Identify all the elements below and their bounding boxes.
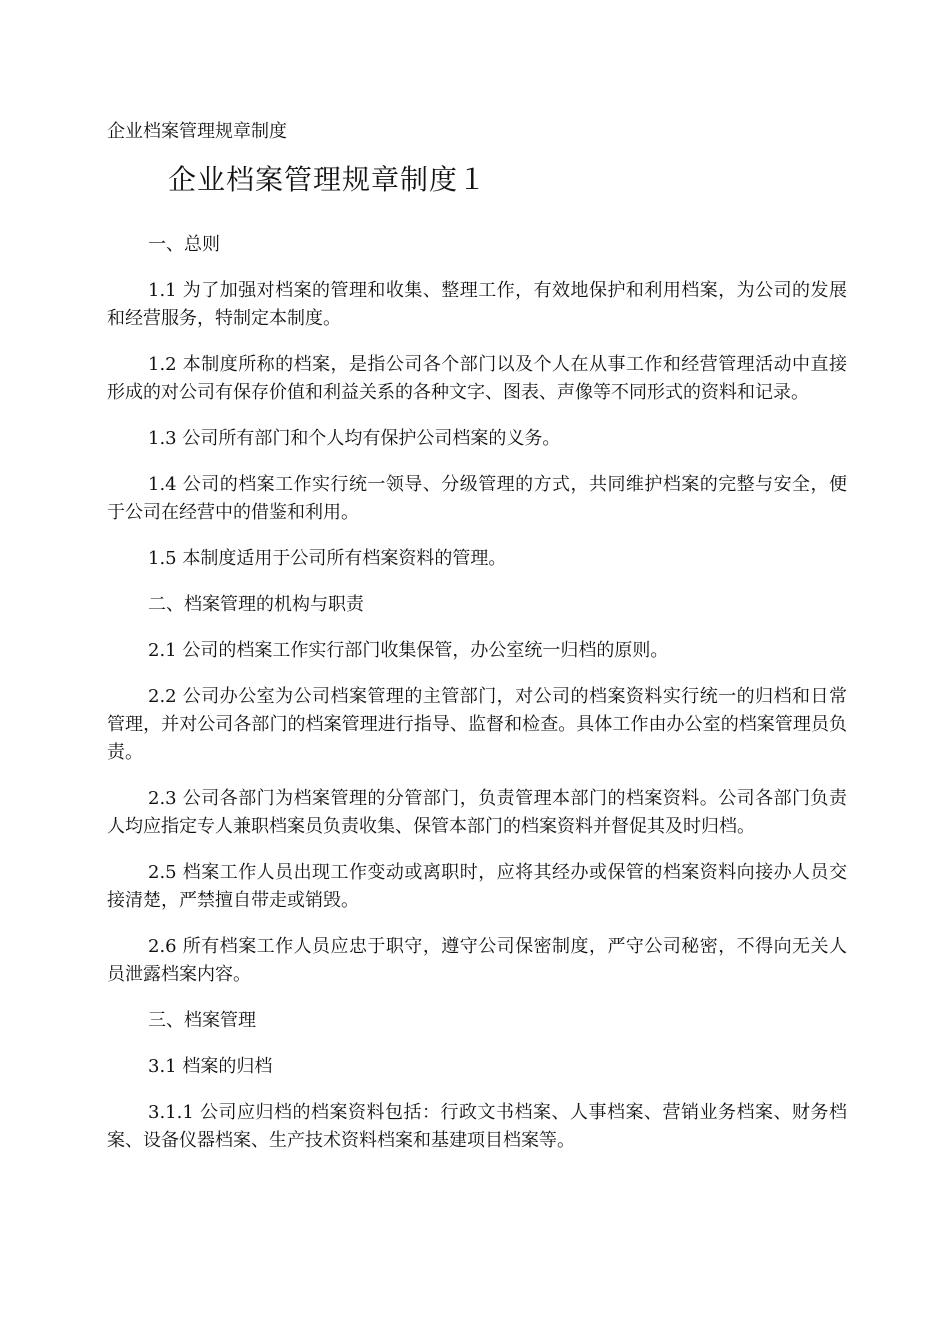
clause-2-5: 2.5 档案工作人员出现工作变动或离职时，应将其经办或保管的档案资料向接办人员交接清楚，严禁擅自带走或销毁。 bbox=[107, 862, 847, 911]
clause-1-1: 1.1 为了加强对档案的管理和收集、整理工作，有效地保护和利用档案，为公司的发展和经营服务，特制定本制度。 bbox=[107, 280, 847, 329]
clause-1-3: 1.3 公司所有部门和个人均有保护公司档案的义务。 bbox=[148, 428, 561, 449]
clause-2-3: 2.3 公司各部门为档案管理的分管部门，负责管理本部门的档案资料。公司各部门负责人均应指定专人兼职档案员负责收集、保管本部门的档案资料并督促其及时归档。 bbox=[107, 788, 847, 837]
section-heading-management: 三、档案管理 bbox=[148, 1010, 256, 1031]
clause-1-2: 1.2 本制度所称的档案，是指公司各个部门以及个人在从事工作和经营管理活动中直接形成的对公司有保存价值和利益关系的各种文字、图表、声像等不同形式的资料和记录。 bbox=[107, 354, 847, 403]
clause-2-6: 2.6 所有档案工作人员应忠于职守，遵守公司保密制度，严守公司秘密，不得向无关人员泄露档案内容。 bbox=[107, 936, 847, 985]
clause-2-2: 2.2 公司办公室为公司档案管理的主管部门，对公司的档案资料实行统一的归档和日常管理，并对公司各部门的档案管理进行指导、监督和检查。具体工作由办公室的档案管理员负责。 bbox=[107, 686, 847, 763]
document-body bbox=[107, 231, 847, 1173]
clause-3-1-1: 3.1.1 公司应归档的档案资料包括：行政文书档案、人事档案、营销业务档案、财务档案、设备仪器档案、生产技术资料档案和基建项目档案等。 bbox=[107, 1102, 847, 1151]
section-heading-general: 一、总则 bbox=[148, 234, 220, 255]
clause-3-1: 3.1 档案的归档 bbox=[148, 1056, 273, 1077]
clause-1-4: 1.4 公司的档案工作实行统一领导、分级管理的方式，共同维护档案的完整与安全，便于公司在经营中的借鉴和利用。 bbox=[107, 474, 847, 523]
clause-1-5: 1.5 本制度适用于公司所有档案资料的管理。 bbox=[148, 548, 507, 569]
running-header: 企业档案管理规章制度 bbox=[107, 121, 287, 142]
section-heading-organization: 二、档案管理的机构与职责 bbox=[148, 594, 364, 615]
clause-2-1: 2.1 公司的档案工作实行部门收集保管，办公室统一归档的原则。 bbox=[148, 640, 669, 661]
document-title: 企业档案管理规章制度１ bbox=[168, 163, 488, 196]
